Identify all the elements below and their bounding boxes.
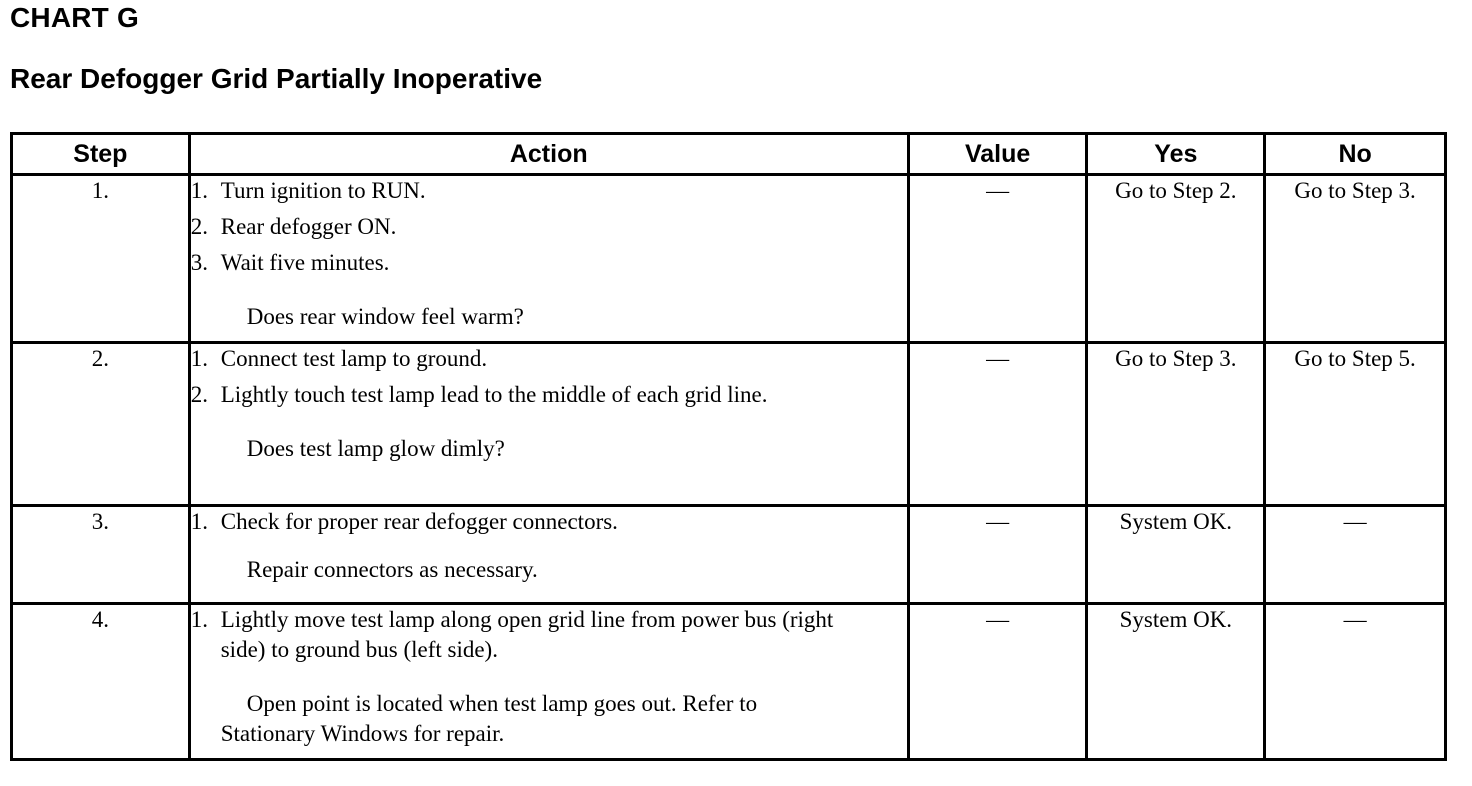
action-note: Open point is located when test lamp goes out. Refer to Stationary Windows for repair. (220, 691, 758, 746)
table-header-row (12, 134, 1446, 175)
action-item (191, 344, 907, 374)
step-number: 3. (12, 506, 190, 604)
action-item-number: 1. (190, 346, 208, 371)
action-item (191, 176, 907, 206)
no-cell: — (1265, 604, 1446, 760)
action-item (191, 507, 907, 537)
step-number: 1. (12, 175, 190, 343)
value-cell: — (908, 175, 1087, 343)
table-row (12, 175, 1446, 343)
action-item-text: Rear defogger ON. (220, 214, 397, 239)
yes-cell: System OK. (1087, 506, 1265, 604)
action-item-text: Wait five minutes. (220, 250, 390, 275)
action-item-number: 1. (190, 178, 208, 203)
action-item (191, 380, 907, 410)
value-cell: — (908, 506, 1087, 604)
action-item-text: Connect test lamp to ground. (220, 346, 488, 371)
yes-cell: System OK. (1087, 604, 1265, 760)
value-cell: — (908, 343, 1087, 506)
action-question: Repair connectors as necessary. (246, 557, 538, 582)
action-cell (189, 506, 908, 604)
action-item-number: 3. (190, 250, 208, 275)
action-item (191, 248, 907, 278)
no-cell: Go to Step 5. (1265, 343, 1446, 506)
table-row (12, 506, 1446, 604)
yes-cell: Go to Step 3. (1087, 343, 1265, 506)
action-item-number: 1. (190, 607, 208, 632)
action-item-number: 2. (190, 382, 208, 407)
page-title: Rear Defogger Grid Partially Inoperative (10, 63, 543, 94)
action-item-text: Check for proper rear defogger connectors. (220, 509, 618, 534)
action-item-text: Lightly touch test lamp lead to the middle of each grid line. (220, 382, 768, 407)
value-cell: — (908, 604, 1087, 760)
action-cell (189, 175, 908, 343)
column-header-step: Step (12, 134, 190, 175)
column-header-yes: Yes (1087, 134, 1265, 175)
action-item-text: Lightly move test lamp along open grid line from power bus (right side) to ground bus (left side). (220, 607, 834, 662)
step-number: 4. (12, 604, 190, 760)
action-item-number: 2. (190, 214, 208, 239)
step-number: 2. (12, 343, 190, 506)
action-item (191, 605, 907, 665)
diagnostic-table (10, 132, 1447, 761)
no-cell: — (1265, 506, 1446, 604)
table-row (12, 604, 1446, 760)
column-header-action: Action (189, 134, 908, 175)
column-header-value: Value (908, 134, 1087, 175)
action-question: Does test lamp glow dimly? (246, 436, 505, 461)
no-cell: Go to Step 3. (1265, 175, 1446, 343)
action-item-text: Turn ignition to RUN. (220, 178, 426, 203)
table-row (12, 343, 1446, 506)
column-header-no: No (1265, 134, 1446, 175)
action-item (191, 212, 907, 242)
yes-cell: Go to Step 2. (1087, 175, 1265, 343)
action-cell (189, 604, 908, 760)
action-question: Does rear window feel warm? (246, 304, 524, 329)
chart-label: CHART G (10, 2, 139, 33)
action-cell (189, 343, 908, 506)
action-item-number: 1. (190, 509, 208, 534)
